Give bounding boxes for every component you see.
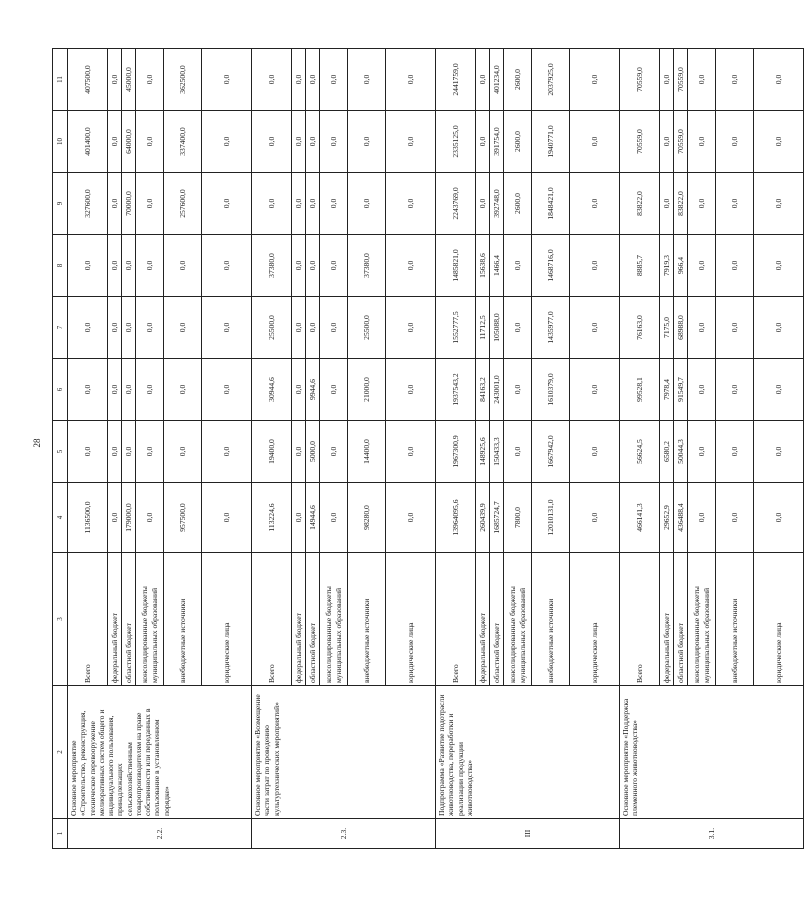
amount-cell: 2243769,0: [436, 173, 476, 235]
amount-cell: 0,0: [164, 235, 202, 297]
funding-source: областной бюджет: [306, 553, 320, 686]
amount-cell: 14400,0: [348, 421, 386, 483]
amount-cell: 0,0: [202, 111, 252, 173]
funding-source: внебюджетные источники: [716, 553, 754, 686]
amount-cell: 83822,0: [674, 173, 688, 235]
table-row: [436, 49, 476, 849]
amount-cell: 29652,9: [660, 483, 674, 553]
funding-source: Всего: [252, 553, 292, 686]
amount-cell: 0,0: [122, 421, 136, 483]
amount-cell: 0,0: [716, 359, 754, 421]
amount-cell: 0,0: [292, 483, 306, 553]
amount-cell: 0,0: [320, 235, 348, 297]
amount-cell: 0,0: [136, 421, 164, 483]
amount-cell: 391754,0: [490, 111, 504, 173]
amount-cell: 0,0: [348, 49, 386, 111]
amount-cell: 0,0: [136, 359, 164, 421]
amount-cell: 21000,0: [348, 359, 386, 421]
amount-cell: 0,0: [386, 173, 436, 235]
amount-cell: 7978,4: [660, 359, 674, 421]
amount-cell: 392748,0: [490, 173, 504, 235]
amount-cell: 0,0: [476, 111, 490, 173]
amount-cell: 0,0: [754, 235, 804, 297]
amount-cell: 0,0: [476, 49, 490, 111]
amount-cell: 401234,0: [490, 49, 504, 111]
amount-cell: 0,0: [202, 235, 252, 297]
amount-cell: 0,0: [136, 173, 164, 235]
amount-cell: 0,0: [252, 49, 292, 111]
amount-cell: 0,0: [348, 173, 386, 235]
amount-cell: 0,0: [386, 49, 436, 111]
amount-cell: 0,0: [320, 359, 348, 421]
amount-cell: 8885,7: [620, 235, 660, 297]
amount-cell: 0,0: [306, 49, 320, 111]
amount-cell: 0,0: [570, 173, 620, 235]
section-name: Подпрограмма «Развитие подотрасли животноводства, переработки и реализации продукции животноводства»: [436, 686, 620, 819]
amount-cell: 1940771,0: [532, 111, 570, 173]
amount-cell: 179000,0: [122, 483, 136, 553]
amount-cell: 0,0: [688, 483, 716, 553]
amount-cell: 76163,0: [620, 297, 660, 359]
amount-cell: 0,0: [108, 483, 122, 553]
amount-cell: 0,0: [754, 483, 804, 553]
amount-cell: 0,0: [660, 49, 674, 111]
amount-cell: 0,0: [108, 297, 122, 359]
rotated-page-content: [52, 53, 783, 849]
amount-cell: 0,0: [504, 359, 532, 421]
column-number: 10: [53, 111, 68, 173]
amount-cell: 25500,0: [252, 297, 292, 359]
amount-cell: 1468716,0: [532, 235, 570, 297]
amount-cell: 0,0: [570, 49, 620, 111]
amount-cell: 50044,3: [674, 421, 688, 483]
column-number: 11: [53, 49, 68, 111]
amount-cell: 0,0: [136, 297, 164, 359]
amount-cell: 0,0: [320, 49, 348, 111]
amount-cell: 1937543,2: [436, 359, 476, 421]
amount-cell: 1685724,7: [490, 483, 504, 553]
amount-cell: 0,0: [716, 421, 754, 483]
amount-cell: 0,0: [716, 49, 754, 111]
amount-cell: 0,0: [504, 235, 532, 297]
column-number: 2: [53, 686, 68, 819]
amount-cell: 0,0: [348, 111, 386, 173]
amount-cell: 11712,5: [476, 297, 490, 359]
amount-cell: 0,0: [570, 111, 620, 173]
amount-cell: 362500,0: [164, 49, 202, 111]
amount-cell: 0,0: [306, 235, 320, 297]
amount-cell: 0,0: [570, 235, 620, 297]
amount-cell: 0,0: [292, 49, 306, 111]
column-number: 4: [53, 483, 68, 553]
amount-cell: 64000,0: [122, 111, 136, 173]
amount-cell: 2441759,0: [436, 49, 476, 111]
table-row: [68, 49, 108, 849]
funding-source: Всего: [68, 553, 108, 686]
amount-cell: 436488,4: [674, 483, 688, 553]
amount-cell: 84163,2: [476, 359, 490, 421]
amount-cell: 0,0: [306, 111, 320, 173]
section-code: 3.1.: [620, 819, 804, 849]
amount-cell: 0,0: [108, 235, 122, 297]
amount-cell: 0,0: [716, 483, 754, 553]
amount-cell: 0,0: [108, 49, 122, 111]
amount-cell: 91549,7: [674, 359, 688, 421]
funding-source: внебюджетные источники: [532, 553, 570, 686]
amount-cell: 0,0: [306, 297, 320, 359]
amount-cell: 0,0: [320, 111, 348, 173]
amount-cell: 0,0: [202, 483, 252, 553]
amount-cell: 0,0: [688, 173, 716, 235]
table-row: [620, 49, 660, 849]
amount-cell: 7800,0: [504, 483, 532, 553]
column-number: 5: [53, 421, 68, 483]
amount-cell: 0,0: [386, 297, 436, 359]
amount-cell: 1136500,0: [68, 483, 108, 553]
amount-cell: 0,0: [688, 111, 716, 173]
amount-cell: 0,0: [252, 173, 292, 235]
funding-source: внебюджетные источники: [348, 553, 386, 686]
amount-cell: 0,0: [570, 421, 620, 483]
column-number: 1: [53, 819, 68, 849]
column-number: 6: [53, 359, 68, 421]
amount-cell: 70559,0: [674, 49, 688, 111]
amount-cell: 56624,5: [620, 421, 660, 483]
table-row: [252, 49, 292, 849]
amount-cell: 12010131,0: [532, 483, 570, 553]
amount-cell: 0,0: [504, 421, 532, 483]
amount-cell: 0,0: [68, 235, 108, 297]
funding-source: областной бюджет: [490, 553, 504, 686]
amount-cell: 83822,0: [620, 173, 660, 235]
funding-source: юридические лица: [570, 553, 620, 686]
amount-cell: 0,0: [660, 111, 674, 173]
amount-cell: 0,0: [716, 297, 754, 359]
amount-cell: 0,0: [386, 235, 436, 297]
amount-cell: 7175,0: [660, 297, 674, 359]
amount-cell: 0,0: [688, 297, 716, 359]
amount-cell: 70559,0: [674, 111, 688, 173]
amount-cell: 0,0: [292, 359, 306, 421]
amount-cell: 0,0: [716, 111, 754, 173]
amount-cell: 1552777,5: [436, 297, 476, 359]
amount-cell: 1466,4: [490, 235, 504, 297]
amount-cell: 0,0: [122, 235, 136, 297]
section-code: 2.3.: [252, 819, 436, 849]
amount-cell: 5000,0: [306, 421, 320, 483]
funding-source: Всего: [620, 553, 660, 686]
amount-cell: 45000,0: [122, 49, 136, 111]
amount-cell: 98280,0: [348, 483, 386, 553]
page-number: 28: [32, 438, 42, 448]
amount-cell: 2600,0: [504, 111, 532, 173]
amount-cell: 327600,0: [68, 173, 108, 235]
amount-cell: 0,0: [570, 483, 620, 553]
amount-cell: 37380,0: [348, 235, 386, 297]
amount-cell: 0,0: [754, 173, 804, 235]
funding-source: консолидированные бюджеты муниципальных образований: [136, 553, 164, 686]
amount-cell: 0,0: [108, 421, 122, 483]
amount-cell: 37380,0: [252, 235, 292, 297]
amount-cell: 0,0: [292, 235, 306, 297]
amount-cell: 0,0: [202, 359, 252, 421]
amount-cell: 0,0: [136, 49, 164, 111]
amount-cell: 70000,0: [122, 173, 136, 235]
funding-source: федеральный бюджет: [476, 553, 490, 686]
amount-cell: 466141,3: [620, 483, 660, 553]
amount-cell: 0,0: [202, 173, 252, 235]
funding-source: областной бюджет: [674, 553, 688, 686]
column-number: 3: [53, 553, 68, 686]
section-name: Основное мероприятие «Возмещение части затрат по проведению культуртехнических мероприятий»: [252, 686, 436, 819]
amount-cell: 13964095,6: [436, 483, 476, 553]
amount-cell: 0,0: [716, 173, 754, 235]
amount-cell: 113224,6: [252, 483, 292, 553]
amount-cell: 0,0: [386, 483, 436, 553]
amount-cell: 2600,0: [504, 173, 532, 235]
amount-cell: 0,0: [292, 421, 306, 483]
funding-source: федеральный бюджет: [292, 553, 306, 686]
amount-cell: 0,0: [754, 297, 804, 359]
amount-cell: 0,0: [164, 297, 202, 359]
amount-cell: 15638,6: [476, 235, 490, 297]
amount-cell: 0,0: [136, 111, 164, 173]
column-number: 9: [53, 173, 68, 235]
amount-cell: 30944,6: [252, 359, 292, 421]
column-number: 7: [53, 297, 68, 359]
funding-source: консолидированные бюджеты муниципальных образований: [320, 553, 348, 686]
amount-cell: 0,0: [320, 421, 348, 483]
amount-cell: 0,0: [292, 111, 306, 173]
amount-cell: 19400,0: [252, 421, 292, 483]
funding-source: юридические лица: [386, 553, 436, 686]
amount-cell: 0,0: [660, 173, 674, 235]
amount-cell: 0,0: [754, 111, 804, 173]
amount-cell: 1435977,0: [532, 297, 570, 359]
amount-cell: 25500,0: [348, 297, 386, 359]
amount-cell: 0,0: [202, 421, 252, 483]
amount-cell: 0,0: [688, 421, 716, 483]
amount-cell: 0,0: [122, 297, 136, 359]
amount-cell: 0,0: [386, 359, 436, 421]
amount-cell: 1610379,0: [532, 359, 570, 421]
amount-cell: 1485821,0: [436, 235, 476, 297]
amount-cell: 0,0: [570, 359, 620, 421]
amount-cell: 0,0: [68, 421, 108, 483]
column-number: 8: [53, 235, 68, 297]
amount-cell: 0,0: [122, 359, 136, 421]
amount-cell: 6580,2: [660, 421, 674, 483]
amount-cell: 0,0: [292, 173, 306, 235]
amount-cell: 0,0: [386, 111, 436, 173]
amount-cell: 1667942,0: [532, 421, 570, 483]
amount-cell: 99528,1: [620, 359, 660, 421]
funding-source: Всего: [436, 553, 476, 686]
amount-cell: 0,0: [386, 421, 436, 483]
amount-cell: 337400,0: [164, 111, 202, 173]
funding-source: юридические лица: [754, 553, 804, 686]
amount-cell: 0,0: [68, 359, 108, 421]
amount-cell: 243001,0: [490, 359, 504, 421]
amount-cell: 0,0: [754, 359, 804, 421]
amount-cell: 0,0: [202, 49, 252, 111]
amount-cell: 0,0: [716, 235, 754, 297]
amount-cell: 0,0: [164, 359, 202, 421]
amount-cell: 1848421,0: [532, 173, 570, 235]
section-code: 2.2.: [68, 819, 252, 849]
amount-cell: 70559,0: [620, 49, 660, 111]
amount-cell: 0,0: [320, 173, 348, 235]
amount-cell: 70559,0: [620, 111, 660, 173]
amount-cell: 0,0: [688, 235, 716, 297]
amount-cell: 0,0: [136, 235, 164, 297]
amount-cell: 257600,0: [164, 173, 202, 235]
amount-cell: 401400,0: [68, 111, 108, 173]
amount-cell: 1967300,9: [436, 421, 476, 483]
amount-cell: 0,0: [688, 359, 716, 421]
amount-cell: 2335125,0: [436, 111, 476, 173]
amount-cell: 105088,0: [490, 297, 504, 359]
amount-cell: 2600,0: [504, 49, 532, 111]
amount-cell: 0,0: [754, 49, 804, 111]
amount-cell: 957500,0: [164, 483, 202, 553]
funding-source: консолидированные бюджеты муниципальных образований: [688, 553, 716, 686]
amount-cell: 0,0: [476, 173, 490, 235]
amount-cell: 7919,3: [660, 235, 674, 297]
financing-table: [52, 48, 804, 849]
amount-cell: 0,0: [108, 111, 122, 173]
amount-cell: 0,0: [320, 297, 348, 359]
amount-cell: 150433,3: [490, 421, 504, 483]
amount-cell: 0,0: [504, 297, 532, 359]
amount-cell: 407500,0: [68, 49, 108, 111]
amount-cell: 260439,9: [476, 483, 490, 553]
funding-source: внебюджетные источники: [164, 553, 202, 686]
amount-cell: 0,0: [108, 359, 122, 421]
amount-cell: 0,0: [164, 421, 202, 483]
amount-cell: 14944,6: [306, 483, 320, 553]
amount-cell: 2037925,0: [532, 49, 570, 111]
section-name: Основное мероприятие «Поддержка племенного животноводства»: [620, 686, 804, 819]
section-name: Основное мероприятие «Строительство, реконструкция, техническое перевооружение мелиоративных систем общего и индивидуального пользования, принадлежащих сельскохозяйственным товаропроизводителям на праве собственности или переданных в пользование в установленном порядке»: [68, 686, 252, 819]
amount-cell: 0,0: [688, 49, 716, 111]
funding-source: областной бюджет: [122, 553, 136, 686]
amount-cell: 0,0: [292, 297, 306, 359]
amount-cell: 0,0: [754, 421, 804, 483]
amount-cell: 0,0: [68, 297, 108, 359]
section-code: III: [436, 819, 620, 849]
funding-source: федеральный бюджет: [108, 553, 122, 686]
amount-cell: 0,0: [108, 173, 122, 235]
amount-cell: 0,0: [320, 483, 348, 553]
funding-source: юридические лица: [202, 553, 252, 686]
funding-source: федеральный бюджет: [660, 553, 674, 686]
amount-cell: 0,0: [202, 297, 252, 359]
amount-cell: 966,4: [674, 235, 688, 297]
amount-cell: 0,0: [570, 297, 620, 359]
amount-cell: 9944,6: [306, 359, 320, 421]
funding-source: консолидированные бюджеты муниципальных образований: [504, 553, 532, 686]
column-number-row: [53, 49, 68, 849]
amount-cell: 148925,6: [476, 421, 490, 483]
amount-cell: 0,0: [306, 173, 320, 235]
amount-cell: 0,0: [136, 483, 164, 553]
amount-cell: 68988,0: [674, 297, 688, 359]
amount-cell: 0,0: [252, 111, 292, 173]
